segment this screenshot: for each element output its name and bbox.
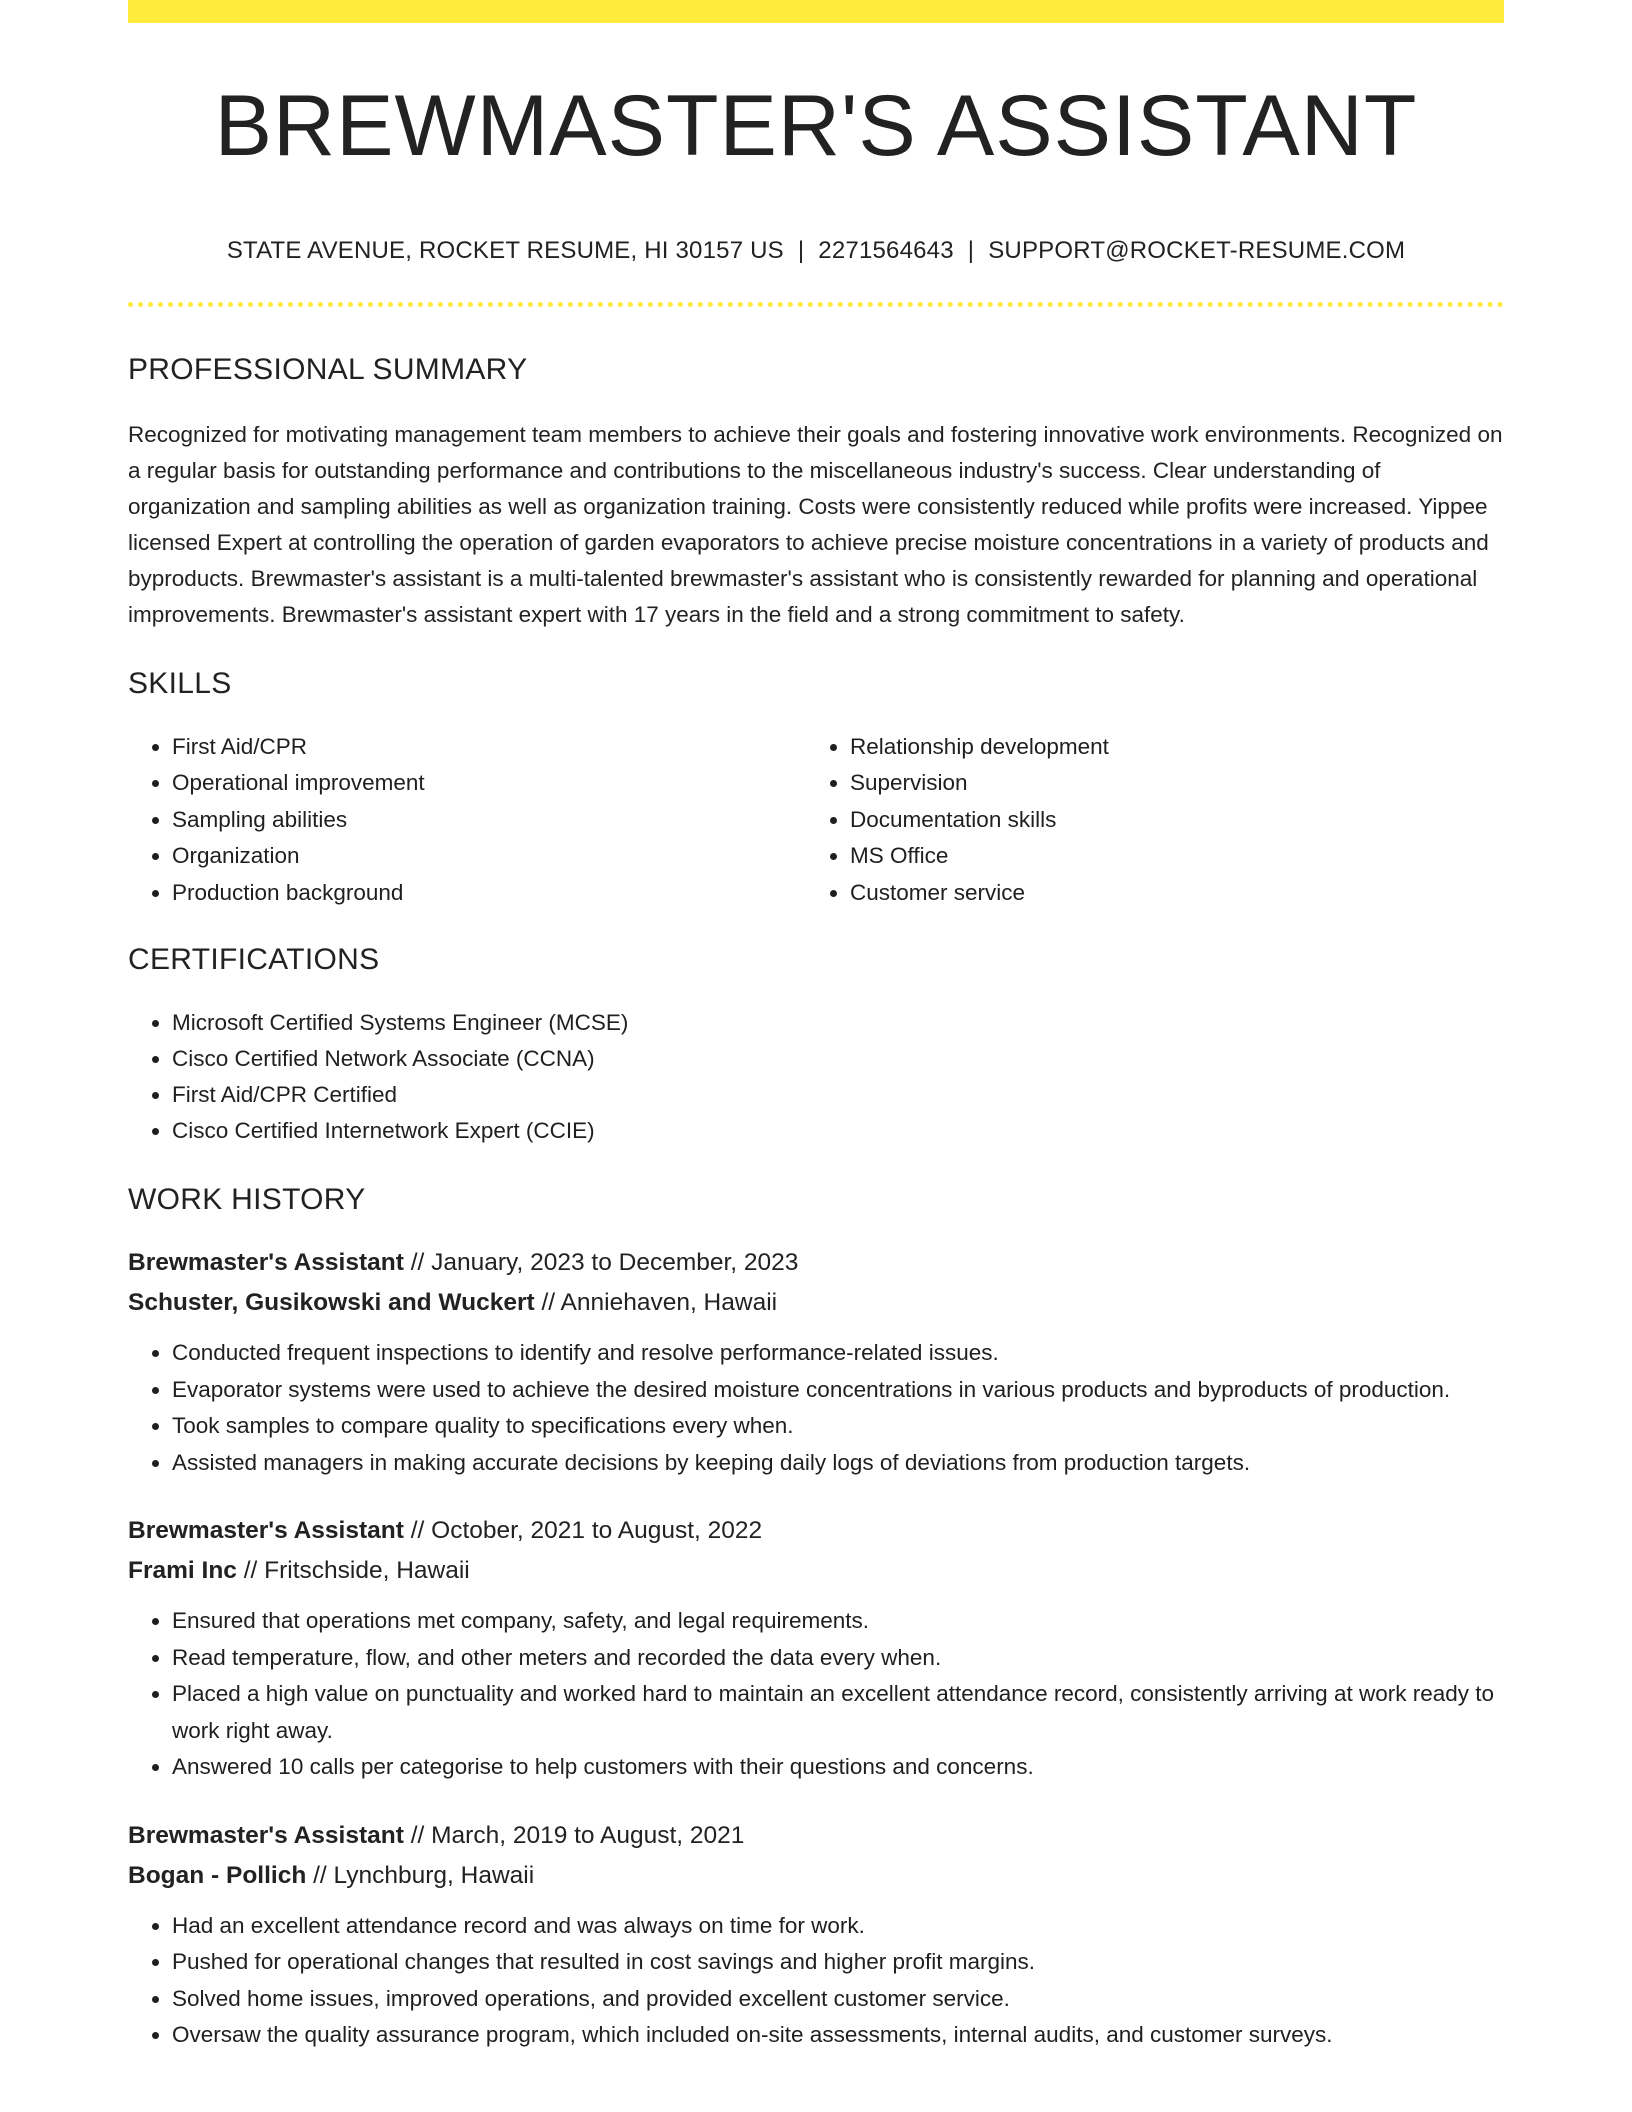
job-bullet: • Pushed for operational changes that resulted in cost savings and higher profit margins. (172, 1944, 1504, 1981)
job-company: Frami Inc (128, 1557, 237, 1585)
skill-item: • Production background (172, 875, 806, 912)
job-bullet: • Solved home issues, improved operations, and provided excellent customer service. (172, 1981, 1504, 2018)
job-location: // Fritschside, Hawaii (236, 1557, 470, 1585)
certifications-heading: CERTIFICATIONS (128, 943, 380, 977)
certifications-list (128, 1005, 1504, 1149)
skills-left-list (128, 729, 806, 912)
work-history-heading: WORK HISTORY (128, 1183, 366, 1217)
job-bullet: • Conducted frequent inspections to identify and resolve performance-related issues. (172, 1335, 1504, 1372)
job-bullet: • Took samples to compare quality to specifications every when. (172, 1408, 1504, 1445)
job-role-line (128, 1243, 1504, 1283)
job-bullet: • Had an excellent attendance record and was always on time for work. (172, 1908, 1504, 1945)
job-bullets (128, 1335, 1504, 1481)
job-bullet: • Placed a high value on punctuality and worked hard to maintain an excellent attendance record, consistently arriving at work ready to work right away. (172, 1676, 1504, 1749)
job-entry (128, 1511, 1504, 1786)
skill-item: • Organization (172, 838, 806, 875)
job-role-line (128, 1511, 1504, 1551)
candidate-name: BREWMASTER'S ASSISTANT (214, 78, 1418, 174)
skill-item: • Operational improvement (172, 765, 806, 802)
skill-item: • Customer service (850, 875, 1484, 912)
job-bullet: • Answered 10 calls per categorise to help customers with their questions and concerns. (172, 1749, 1504, 1786)
job-bullet: • Assisted managers in making accurate decisions by keeping daily logs of deviations from production targets. (172, 1445, 1504, 1482)
skill-item: • Supervision (850, 765, 1484, 802)
contact-address: STATE AVENUE, ROCKET RESUME, HI 30157 US (226, 237, 784, 264)
skill-item: • Relationship development (850, 729, 1484, 766)
skills-heading: SKILLS (128, 666, 232, 700)
certification-item: • Microsoft Certified Systems Engineer (MCSE) (172, 1005, 1504, 1041)
skills-right-list (806, 729, 1484, 912)
contact-line (128, 237, 1504, 266)
job-bullets (128, 1908, 1504, 2054)
accent-top-bar (128, 0, 1504, 23)
skill-item: • Sampling abilities (172, 802, 806, 839)
certification-item: • First Aid/CPR Certified (172, 1077, 1504, 1113)
contact-separator: | (797, 237, 805, 264)
contact-email: SUPPORT@ROCKET-RESUME.COM (988, 237, 1406, 264)
job-bullet: • Evaporator systems were used to achieve the desired moisture concentrations in various products and byproducts of production. (172, 1372, 1504, 1409)
job-dates: // January, 2023 to December, 2023 (403, 1249, 799, 1277)
job-company-line (128, 1551, 1504, 1591)
job-location: // Lynchburg, Hawaii (306, 1861, 535, 1889)
skills-grid (128, 729, 1504, 912)
job-bullet: • Read temperature, flow, and other meters and recorded the data every when. (172, 1640, 1504, 1677)
summary-text: Recognized for motivating management team members to achieve their goals and fostering innovative work environments. Recognized on a regular basis for outstanding performance and contributions to the miscellaneous industry's success. Clear understanding of organization and sampling abilities as well as organization training. Costs were consistently reduced while profits were increased. Yippee licensed Expert at controlling the operation of garden evaporators to achieve precise moisture concentrations in a variety of products and byproducts. Brewmaster's assistant is a multi-talented brewmaster's assistant who is consistently rewarded for planning and operational improvements. Brewmaster's assistant expert with 17 years in the field and a strong commitment to safety. (128, 421, 1503, 627)
job-entry (128, 1243, 1504, 1481)
job-role-line (128, 1816, 1504, 1856)
skill-item: • MS Office (850, 838, 1484, 875)
dotted-divider (128, 302, 1504, 307)
skill-item: • First Aid/CPR (172, 729, 806, 766)
resume-page (128, 0, 1504, 2054)
skill-item: • Documentation skills (850, 802, 1484, 839)
contact-separator: | (967, 237, 975, 264)
job-role: Brewmaster's Assistant (128, 1517, 404, 1545)
certification-item: • Cisco Certified Network Associate (CCNA) (172, 1041, 1504, 1077)
contact-phone: 2271564643 (818, 237, 954, 264)
job-bullet: • Ensured that operations met company, safety, and legal requirements. (172, 1603, 1504, 1640)
job-bullet: • Oversaw the quality assurance program, which included on-site assessments, internal audits, and customer surveys. (172, 2017, 1504, 2054)
job-company-line (128, 1856, 1504, 1896)
job-bullets (128, 1603, 1504, 1786)
job-dates: // March, 2019 to August, 2021 (403, 1821, 745, 1849)
summary-heading: PROFESSIONAL SUMMARY (128, 352, 528, 386)
job-entry (128, 1816, 1504, 2054)
job-role: Brewmaster's Assistant (128, 1821, 404, 1849)
certification-item: • Cisco Certified Internetwork Expert (CCIE) (172, 1113, 1504, 1149)
job-location: // Anniehaven, Hawaii (534, 1289, 778, 1317)
job-company: Schuster, Gusikowski and Wuckert (128, 1289, 535, 1317)
job-dates: // October, 2021 to August, 2022 (403, 1517, 763, 1545)
job-company-line (128, 1283, 1504, 1323)
job-role: Brewmaster's Assistant (128, 1249, 404, 1277)
job-company: Bogan - Pollich (128, 1861, 307, 1889)
